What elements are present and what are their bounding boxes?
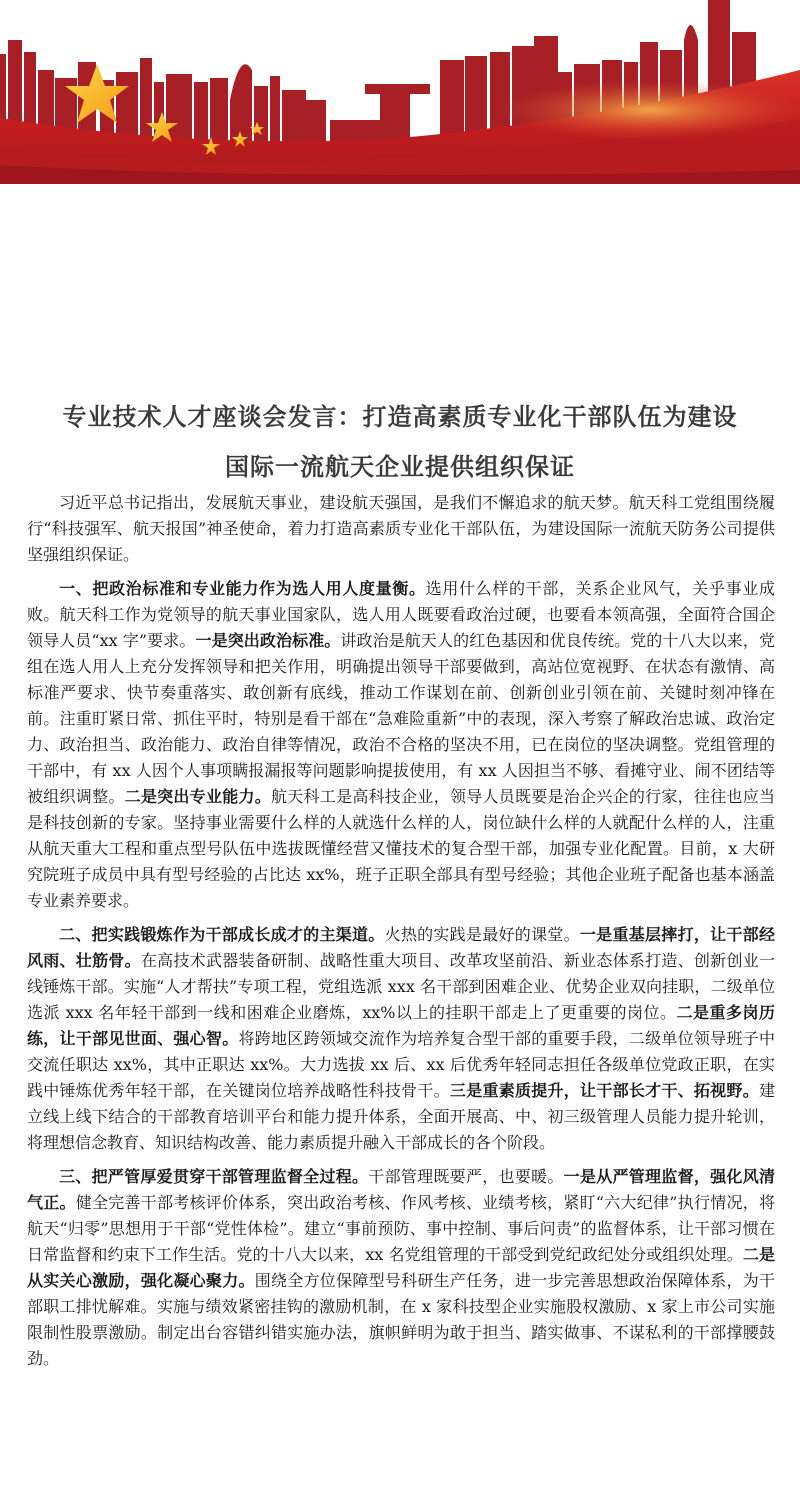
- page-title: [0, 392, 800, 492]
- body-text: 将跨地区跨领域交流作为培养复合型干部的重要手段，二级单位领导班子中交流任职达 xx%，其中正职达 xx%。大力选拔 xx 后、xx 后优秀年轻同志担任各级单位党政正职，在实践中锤炼优秀年轻干部，在关键岗位培养战略性科技骨干。: [27, 1029, 775, 1100]
- body-text: 习近平总书记指出，发展航天事业，建设航天强国，是我们不懈追求的航天梦。航天科工党组围绕履行“科技强军、航天报国”神圣使命，着力打造高素质专业化干部队伍，为建设国际一流航天防务公司提供坚强组织保证。: [27, 493, 775, 564]
- bold-heading-text: 一是突出政治标准。: [195, 631, 341, 650]
- bold-heading-text: 三、把严管厚爱贯穿干部管理监督全过程。: [59, 1167, 369, 1186]
- body-text: 火热的实践是最好的课堂。: [384, 925, 580, 944]
- paragraph: [27, 576, 775, 914]
- paragraph: [27, 490, 775, 568]
- bold-heading-text: 二是从实关心激励，强化凝心聚力。: [27, 1245, 775, 1290]
- document-body: [27, 490, 775, 1380]
- paragraph: [27, 1164, 775, 1372]
- body-text: 围绕全方位保障型号科研生产任务，进一步完善思想政治保障体系，为干部职工排忧解难。实施与绩效紧密挂钩的激励机制，在 x 家科技型企业实施股权激励、x 家上市公司实施限制性股票激励。制定出台容错纠错实施办法，旗帜鲜明为敢于担当、踏实做事、不谋私利的干部撑腰鼓劲。: [27, 1271, 775, 1368]
- bold-heading-text: 一、把政治标准和专业能力作为选人用人度量衡。: [59, 579, 426, 598]
- title-line-2: 国际一流航天企业提供组织保证: [225, 453, 575, 481]
- bold-heading-text: 一是重基层摔打，让干部经风雨、壮筋骨。: [27, 925, 775, 970]
- body-text: 在高技术武器装备研制、战略性重大项目、改革攻坚前沿、新业态体系打造、创新创业一线锤炼干部。实施“人才帮扶”专项工程，党组选派 xxx 名干部到困难企业、优势企业双向挂职，二级单位选派 xxx 名年轻干部到一线和困难企业磨炼，xx%以上的挂职干部走上了更重要的岗位。: [27, 951, 775, 1022]
- title-line-1: 专业技术人才座谈会发言：打造高素质专业化干部队伍为建设: [62, 403, 738, 431]
- paragraph: [27, 922, 775, 1156]
- bold-heading-text: 二是重多岗历练，让干部见世面、强心智。: [27, 1003, 775, 1048]
- body-text: 选用什么样的干部，关系企业风气，关乎事业成败。航天科工作为党领导的航天事业国家队，选人用人既要看政治过硬，也要看本领高强，全面符合国企领导人员“xx 字”要求。: [27, 579, 775, 650]
- body-text: 干部管理既要严，也要暖。: [368, 1167, 564, 1186]
- bold-heading-text: 一是从严管理监督，强化风清气正。: [27, 1167, 775, 1212]
- body-text: 讲政治是航天人的红色基因和优良传统。党的十八大以来，党组在选人用人上充分发挥领导和把关作用，明确提出领导干部要做到，高站位宽视野、在状态有激情、高标准严要求、快节奏重落实、敢创新有底线，推动工作谋划在前、创新创业引领在前、关键时刻冲锋在前。注重盯紧日常、抓住平时，特别是看干部在“急难险重新”中的表现，深入考察了解政治忠诚、政治定力、政治担当、政治能力、政治自律等情况，政治不合格的坚决不用，已在岗位的坚决调整。党组管理的干部中，有 xx 人因个人事项瞒报漏报等问题影响提拔使用，有 xx 人因担当不够、看摊守业、闹不团结等被组织调整。: [27, 631, 775, 806]
- header-banner: [0, 0, 800, 184]
- light-glow: [500, 80, 800, 140]
- bold-heading-text: 三是重素质提升，让干部长才干、拓视野。: [449, 1081, 759, 1100]
- bold-heading-text: 二是突出专业能力。: [124, 787, 272, 806]
- banner-illustration: [0, 0, 800, 184]
- body-text: 健全完善干部考核评价体系，突出政治考核、作风考核、业绩考核，紧盯“六大纪律”执行情况，将航天“归零”思想用于干部“党性体检”。建立“事前预防、事中控制、事后问责”的监督体系，让干部习惯在日常监督和约束下工作生活。党的十八大以来，xx 名党组管理的干部受到党纪政纪处分或组织处理。: [27, 1193, 775, 1264]
- body-text: 建立线上线下结合的干部教育培训平台和能力提升体系，全面开展高、中、初三级管理人员能力提升轮训，将理想信念教育、知识结构改善、能力素质提升融入干部成长的各个阶段。: [27, 1081, 775, 1152]
- bold-heading-text: 二、把实践锻炼作为干部成长成才的主渠道。: [59, 925, 385, 944]
- body-text: 航天科工是高科技企业，领导人员既要是治企兴企的行家，往往也应当是科技创新的专家。坚持事业需要什么样的人就选什么样的人，岗位缺什么样的人就配什么样的人，注重从航天重大工程和重点型号队伍中选拔既懂经营又懂技术的复合型干部，加强专业化配置。目前，x 大研究院班子成员中具有型号经验的占比达 xx%，班子正职全部具有型号经验；其他企业班子配备也基本涵盖专业素养要求。: [27, 787, 775, 910]
